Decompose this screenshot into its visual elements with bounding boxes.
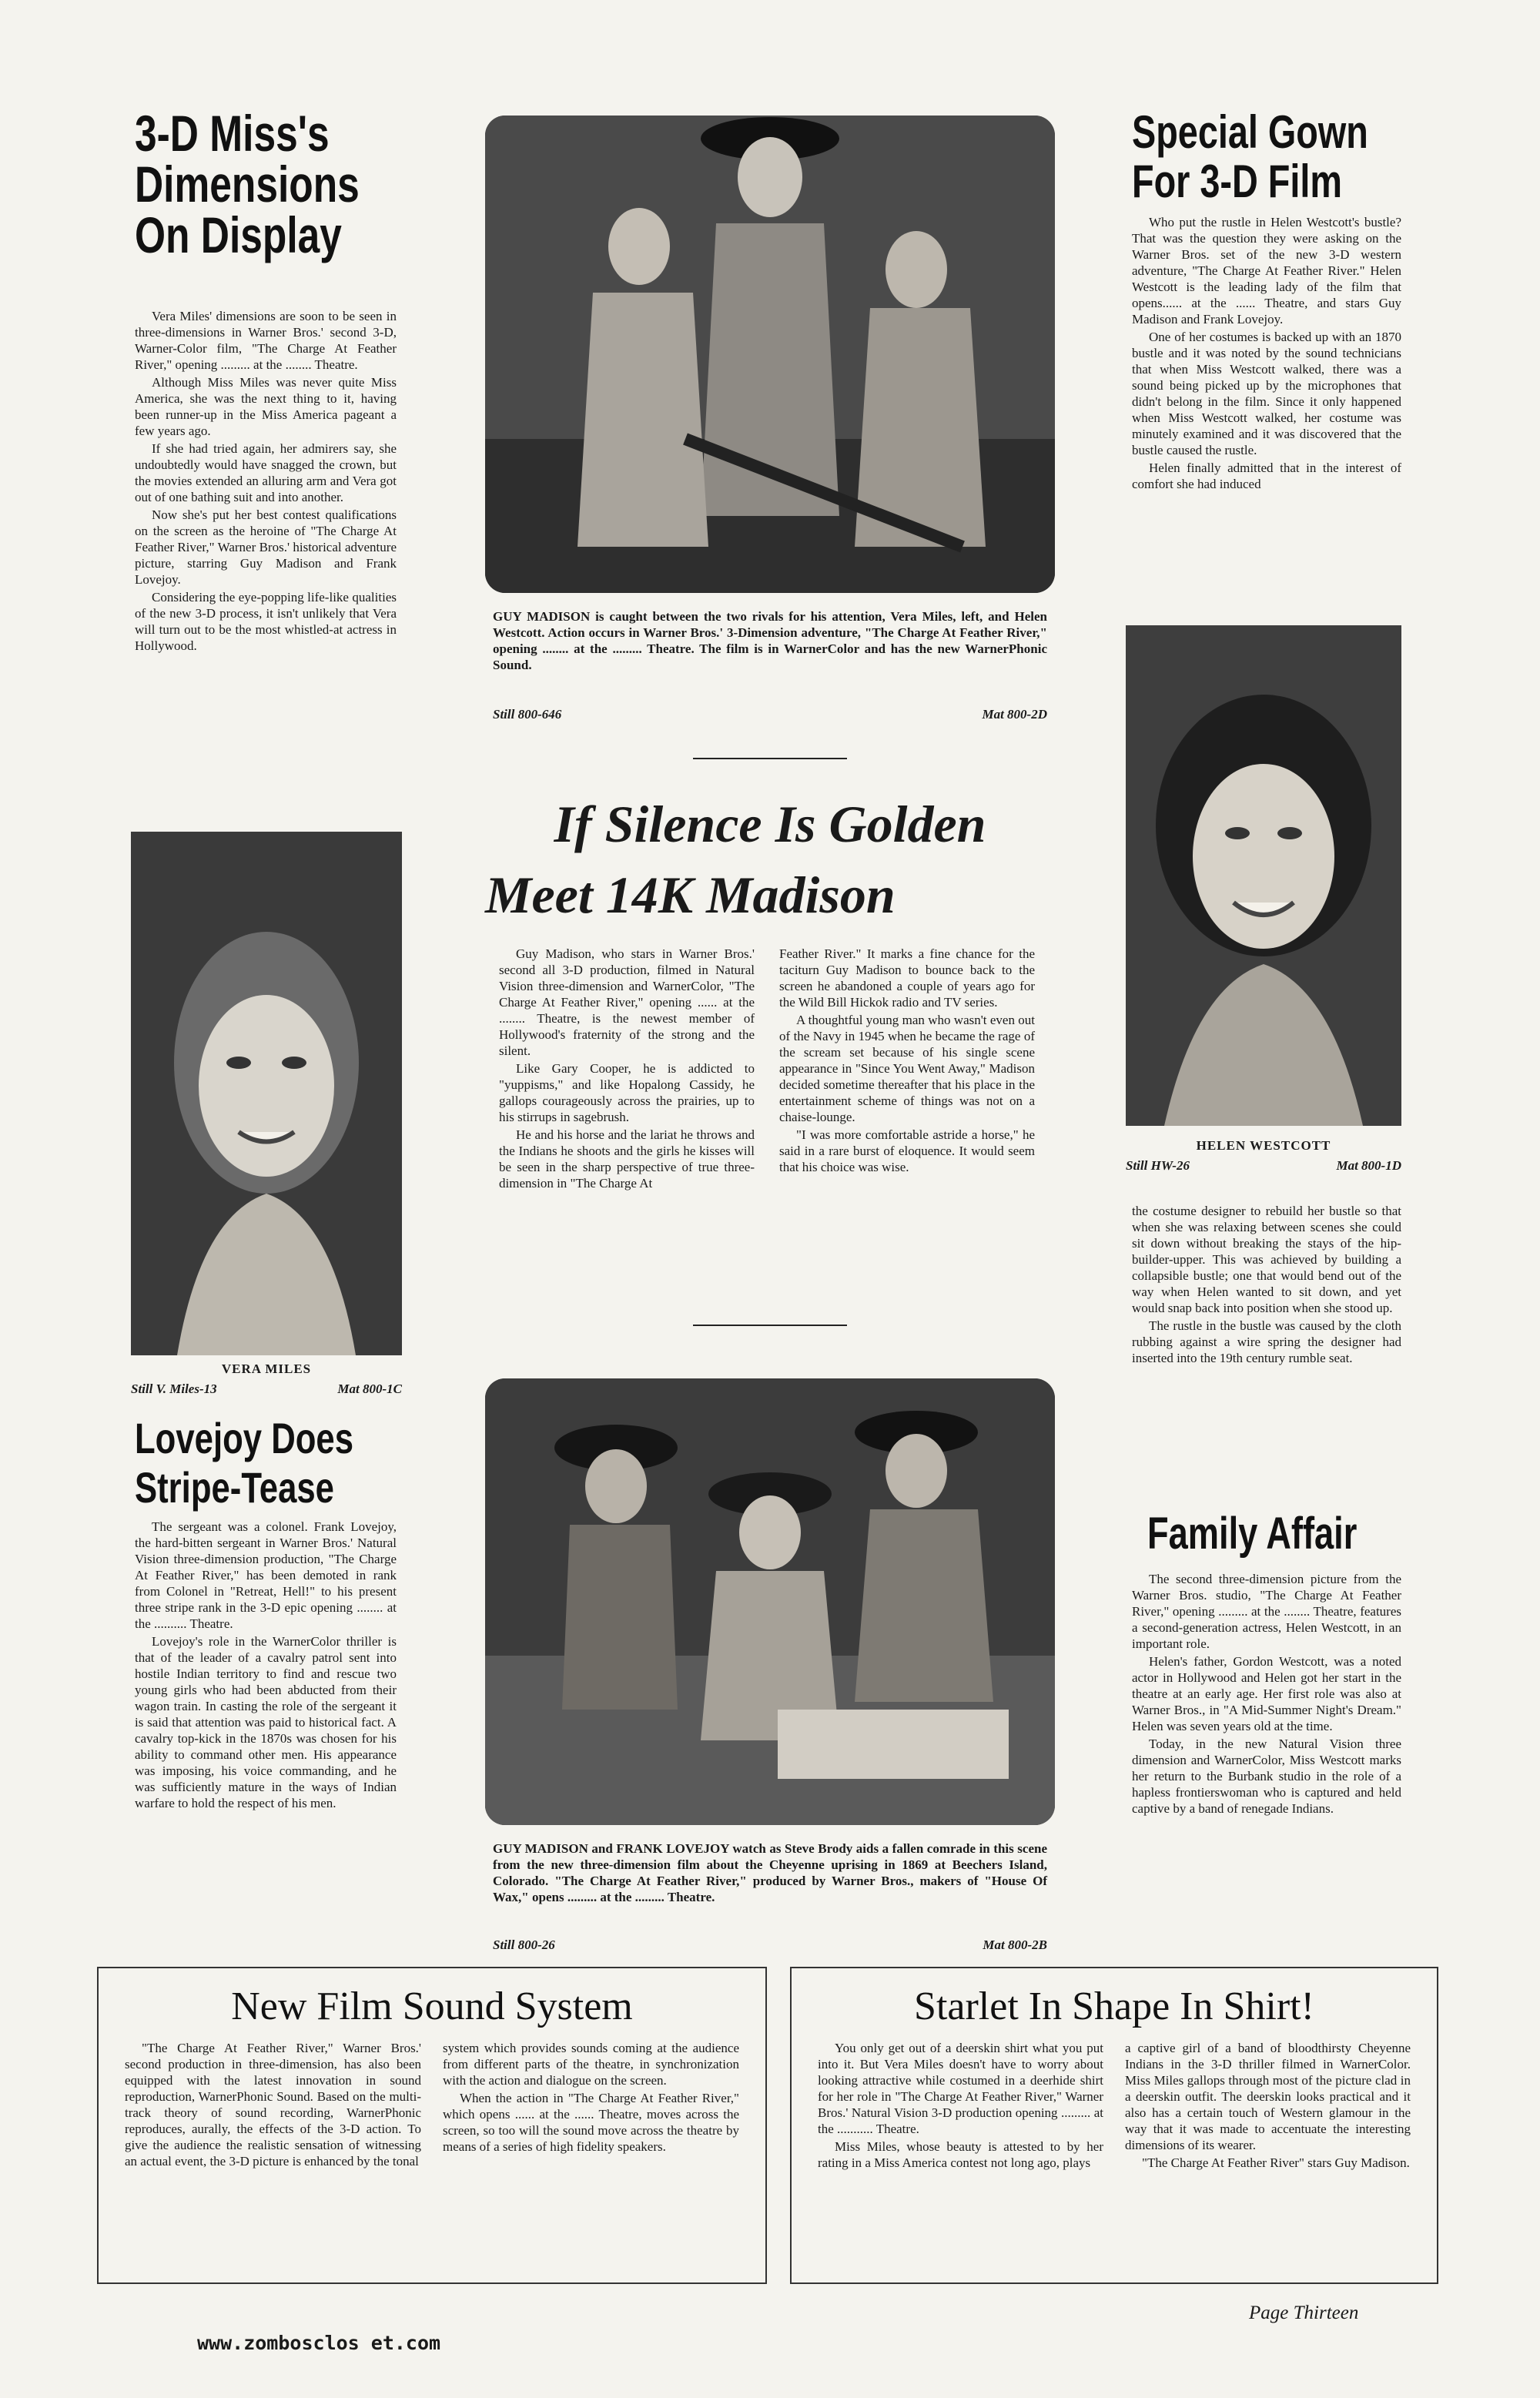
paragraph: system which provides sounds coming at the audience from different parts of the theatre, in synchronization with the action and dialogue on the screen. <box>443 2041 739 2088</box>
paragraph: Vera Miles' dimensions are soon to be seen in three-dimensions in Warner Bros.' second 3-D, Warner-Color film, "The Charge At Feather River," opening ......... at the ........ Theatre. <box>135 309 397 372</box>
paragraph: "The Charge At Feather River," Warner Bros.' second production in three-dimension, has also been equipped with the latest innovation in sound reproduction, WarnerPhonic Sound. Based on the multi-track theory of sound recording, WarnerPhonic reproduces, aurally, the effects of the 3-D action. To give the audience the realistic sensation of witnessing an actual event, the 3-D picture is enhanced by the tonal <box>125 2041 421 2169</box>
still-number: Still V. Miles-13 <box>131 1382 217 1396</box>
mat-number: Mat 800-2B <box>983 1937 1047 1952</box>
paragraph: Helen finally admitted that in the interest of comfort she had induced <box>1132 461 1401 491</box>
paragraph: Lovejoy's role in the WarnerColor thriller is that of the leader of a cavalry patrol sent into hostile Indian territory to find and rescue two young girls who had been abducted from their wagon train. In casting the role of the sergeant it is said that attention was paid to historical fact. A cavalry top-kick in the 1870s was chosen for his ability to command other men. His appearance was imposing, his voice commanding, and he was sufficiently mature in the ways of Indian warfare to hold the respect of his men. <box>135 1634 397 1810</box>
photo-caption: GUY MADISON is caught between the two rivals for his attention, Vera Miles, left, and Helen Westcott. Action occurs in Warner Bros.' 3-Dimension adventure, "The Charge At Feather River," opening ........ at the ......... Theatre. The film is in WarnerColor and has the new WarnerPhonic Sound. <box>493 609 1047 672</box>
box-title: New Film Sound System <box>231 1984 633 2028</box>
mat-number: Mat 800-2D <box>982 707 1047 722</box>
paragraph: the costume designer to rebuild her bustle so that when she was relaxing between scenes she could sit down without breaking the stays of the hip-builder-upper. This was achieved by building a collapsible bustle; one that would bend out of the way when Helen wanted to sit down, and yet would snap back into position when she stood up. <box>1132 1204 1401 1315</box>
headline-line: Special Gown <box>1132 106 1368 158</box>
article-special-gown <box>1132 108 1409 206</box>
credit-row <box>131 1382 402 1397</box>
photo-credit <box>493 1937 1047 1953</box>
box-columns <box>99 2040 765 2171</box>
headline-3d-miss <box>135 105 393 263</box>
headline-line: On Display <box>135 206 342 263</box>
body-family-affair <box>1132 1571 1401 1818</box>
divider <box>693 1325 847 1326</box>
paragraph: "I was more comfortable astride a horse," he said in a rare burst of eloquence. It would seem that his choice was wise. <box>779 1127 1035 1174</box>
body-special-gown-continued <box>1132 1203 1401 1368</box>
body-silence-col2 <box>779 946 1035 1177</box>
mat-number: Mat 800-1D <box>1336 1158 1401 1173</box>
helen-westcott-portrait <box>1126 625 1401 1126</box>
paragraph: "The Charge At Feather River" stars Guy Madison. <box>1142 2155 1410 2170</box>
paragraph: Who put the rustle in Helen Westcott's bustle? That was the question they were asking on the Warner Bros. set of the new 3-D western adventure, "The Charge At Feather River." Helen Westcott is the leading lady of the film that opens...... at the ...... Theatre, and stars Guy Madison and Frank Lovejoy. <box>1132 215 1401 327</box>
credit-row <box>1126 1158 1401 1174</box>
box-columns <box>792 2040 1437 2172</box>
photo-caption: GUY MADISON and FRANK LOVEJOY watch as Steve Brody aids a fallen comrade in this scene from the new three-dimension film about the Cheyenne uprising in 1869 at Beechers Island, Colorado. "The Charge At Feather River," produced by Warner Bros., makers of "House Of Wax," opens ......... at the ......... Theatre. <box>493 1841 1047 1904</box>
headline-line: 3-D Miss's <box>135 105 330 162</box>
paragraph: One of her costumes is backed up with an 1870 bustle and it was noted by the sound technicians that when Miss Westcott walked, there was a sound being picked up by the microphones that didn't belong in the film. Since it only happened when Miss Westcott walked, her costume was minutely examined and it was discovered that the bustle caused the rustle. <box>1132 330 1401 457</box>
headline-line: Dimensions <box>135 156 360 213</box>
headline-lovejoy <box>135 1414 393 1512</box>
box-new-film-sound <box>97 1967 767 2284</box>
paragraph: Today, in the new Natural Vision three dimension and WarnerColor, Miss Westcott marks her return to the Burbank studio in the role of a hapless frontierswoman who is captured and held captive by a band of renegade Indians. <box>1132 1737 1401 1816</box>
headline-special-gown <box>1132 108 1408 206</box>
portrait-name: HELEN WESTCOTT <box>1196 1138 1331 1153</box>
headline-line: Meet 14K Madison <box>485 866 896 924</box>
paragraph: Feather River." It marks a fine chance for the taciturn Guy Madison to bounce back to the screen he abandoned a couple of years ago for the Wild Bill Hickok radio and TV series. <box>779 946 1035 1010</box>
still-number: Still HW-26 <box>1126 1158 1190 1173</box>
body-special-gown <box>1132 214 1401 494</box>
article-3d-miss <box>135 105 397 263</box>
headline-silence <box>477 789 1063 930</box>
headline-line: For 3-D Film <box>1132 156 1343 207</box>
portrait-image <box>131 832 402 1355</box>
website-watermark: www.zombosclos et.com <box>197 2332 441 2354</box>
paragraph: Considering the eye-popping life-like qualities of the new 3-D process, it isn't unlikely that Vera will turn out to be the most whistled-at actress in Hollywood. <box>135 590 397 653</box>
box-col1 <box>818 2040 1103 2172</box>
portrait-image <box>1126 625 1401 1126</box>
scene-image <box>485 1378 1055 1825</box>
paragraph: If she had tried again, her admirers say, she undoubtedly would have snagged the crown, but the movies extended an alluring arm and Vera got out of one bathing suit and into another. <box>135 441 397 504</box>
paragraph: The sergeant was a colonel. Frank Lovejoy, the hard-bitten sergeant in Warner Bros.' Natural Vision three-dimension production, "The Charge At Feather River," has been demoted in rank from Colonel in "Retreat, Hell!" to his present three stripe rank in the 3-D epic opening ........ at the .......... Theatre. <box>135 1519 397 1631</box>
box-title: Starlet In Shape In Shirt! <box>914 1984 1314 2028</box>
paragraph: Miss Miles, whose beauty is attested to by her rating in a Miss America contest not long ago, plays <box>818 2139 1103 2170</box>
photo-madison-lovejoy <box>485 1378 1055 1825</box>
headline-line: If Silence Is Golden <box>554 795 986 853</box>
paragraph: Although Miss Miles was never quite Miss America, she was the next thing to it, having been runner-up in the Miss America pageant a few years ago. <box>135 375 397 438</box>
paragraph: You only get out of a deerskin shirt what you put into it. But Vera Miles doesn't have to worry about looking attractive while costumed in a deerhide shirt for her role in "The Charge At Feather River," Warner Bros.' Natural Vision 3-D production opening ......... at the ........... Theatre. <box>818 2041 1103 2136</box>
mat-number: Mat 800-1C <box>337 1382 402 1396</box>
still-number: Still 800-26 <box>493 1937 555 1952</box>
paragraph: a captive girl of a band of bloodthirsty Cheyenne Indians in the 3-D thriller filmed in WarnerColor. Miss Miles gallops through most of the picture clad in a deerskin outfit. The deerskin looks practical and it also has a certain touch of Western glamour in the way that it was made to accentuate the interesting dimensions of its wearer. <box>1125 2041 1411 2152</box>
headline-line: Lovejoy Does <box>135 1414 354 1462</box>
divider <box>693 758 847 759</box>
body-lovejoy <box>135 1519 397 1813</box>
helen-westcott-credit <box>1126 1138 1401 1174</box>
page-number: Page Thirteen <box>1249 2303 1359 2323</box>
portrait-name: VERA MILES <box>221 1361 312 1376</box>
paragraph: Guy Madison, who stars in Warner Bros.' second all 3-D production, filmed in Natural Vision three-dimension and WarnerColor, "The Charge At Feather River," opening ...... at the ........ Theatre, is the newest member of Hollywood's fraternity of the strong and the silent. <box>499 946 755 1058</box>
vera-miles-credit <box>131 1361 402 1397</box>
paragraph: He and his horse and the lariat he throws and the Indians he shoots and the girls he kisses will be seen in the sharp perspective of true three-dimension in "The Charge At <box>499 1127 755 1191</box>
paragraph: Now she's put her best contest qualifications on the screen as the heroine of "The Charge At Feather River," Warner Bros.' historical adventure picture, starring Guy Madison and Frank Lovejoy. <box>135 507 397 587</box>
still-number: Still 800-646 <box>493 707 562 722</box>
paragraph: Helen's father, Gordon Westcott, was a noted actor in Hollywood and Helen got her start in the theatre at an early age. Her first role was also at Warner Bros., in "A Mid-Summer Night's Dream." Helen was seven years old at the time. <box>1132 1654 1401 1733</box>
paragraph: When the action in "The Charge At Feather River," which opens ...... at the ...... Theatre, moves across the screen, so too will the sound move across the theatre by means of a series of high fidelity speakers. <box>443 2091 739 2154</box>
photo-madison-rivals <box>485 116 1055 593</box>
box-starlet-shirt <box>790 1967 1438 2284</box>
headline-line: Stripe-Tease <box>135 1463 334 1512</box>
body-silence-col1 <box>499 946 755 1193</box>
headline-family-affair: Family Affair <box>1147 1509 1358 1559</box>
paragraph: The second three-dimension picture from the Warner Bros. studio, "The Charge At Feather River," opening ......... at the ........ Theatre, features a second-generation actress, Helen Westcott, in an important role. <box>1132 1572 1401 1651</box>
box-col1 <box>125 2040 421 2171</box>
scene-image <box>485 116 1055 593</box>
article-family-affair <box>1147 1509 1424 1559</box>
paragraph: A thoughtful young man who wasn't even out of the Navy in 1945 when he became the rage of the scream set because of his single scene appearance in "Since You Went Away," Madison decided sometime thereafter that his place in the entertainment scheme of things was not on a chaise-lounge. <box>779 1013 1035 1124</box>
photo-credit <box>493 707 1047 722</box>
body-3d-miss <box>135 308 397 655</box>
paragraph: The rustle in the bustle was caused by the cloth rubbing against a wire spring the designer had inserted into the 19th century rumble seat. <box>1132 1318 1401 1365</box>
article-lovejoy <box>135 1414 397 1512</box>
box-col2 <box>1125 2040 1411 2172</box>
vera-miles-portrait <box>131 832 402 1355</box>
paragraph: Like Gary Cooper, he is addicted to "yuppisms," and like Hopalong Cassidy, he gallops courageously across the prairies, up to his stirrups in sagebrush. <box>499 1061 755 1124</box>
box-col2 <box>443 2040 739 2171</box>
